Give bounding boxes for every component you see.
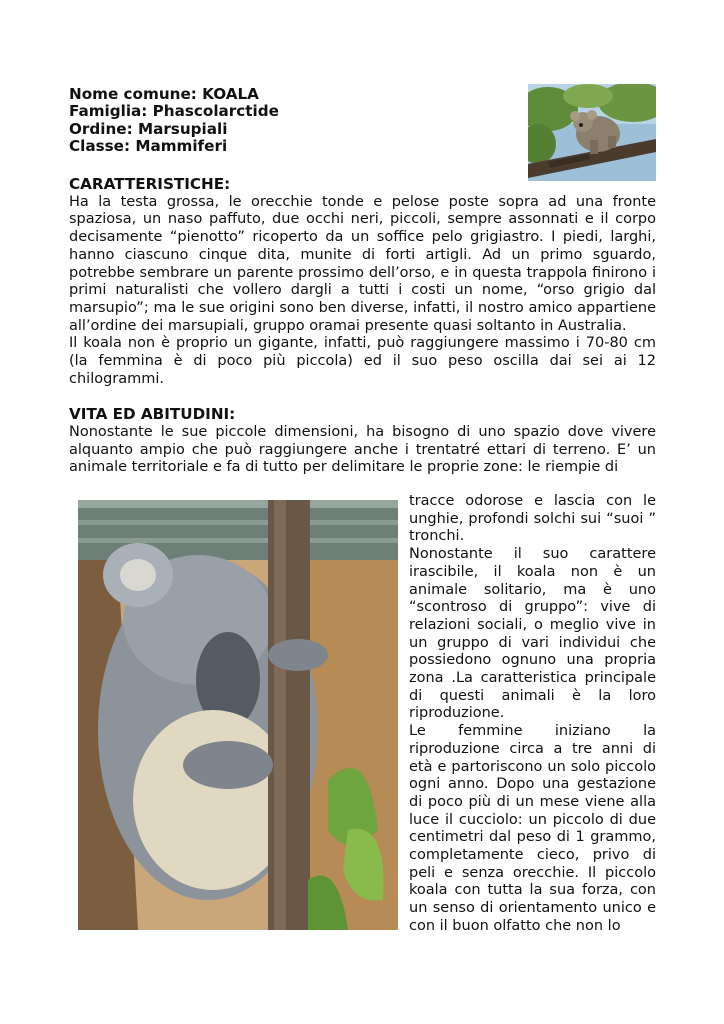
- life-heading: VITA ED ABITUDINI:: [69, 405, 236, 424]
- characteristics-paragraph-1: Ha la testa grossa, le orecchie tonde e pelose poste sopra ad una fronte spaziosa, un naso paffuto, due occhi neri, piccoli, sempre assonnati e il corpo decisamente “pienotto” ricoperto da un soffice pelo grigiastro. I piedi, larghi, hanno ciascuno cinque dita, munite di forti artigli. Ad un primo sguardo, potrebbe sembrare un parente prossimo dell’orso, e in questa trappola finirono i primi naturalisti che vollero dargli a tutti i costi un nome, “orso grigio dal marsupio”; ma le sue origini sono ben diverse, infatti, il nostro amico appartiene all’ordine dei marsupiali, gruppo oramai presente quasi soltanto in Australia.: [69, 193, 656, 334]
- family: Famiglia: Phascolarctide: [69, 102, 279, 121]
- characteristics-paragraph-2: Il koala non è proprio un gigante, infatti, può raggiungere massimo i 70-80 cm (la femmina è di poco più piccola) ed il suo peso oscilla dai sei ai 12 chilogrammi.: [69, 335, 656, 387]
- taxonomy-header: [69, 86, 509, 156]
- class: Classe: Mammiferi: [69, 137, 228, 156]
- order: Ordine: Marsupiali: [69, 119, 228, 138]
- life-paragraph-1-continued: tracce odorose e lascia con le unghie, profondi solchi sui “suoi ” tronchi.: [409, 493, 656, 545]
- life-paragraph-1: Nonostante le sue piccole dimensioni, ha bisogno di uno spazio dove vivere alquanto ampio che può raggiungere anche i trentatré ettari di terreno. E’ un animale territoriale e fa di tutto per delimitare le proprie zone: le riempie di: [69, 423, 656, 476]
- life-paragraph-2: Nonostante il suo carattere irascibile, il koala non è un animale solitario, ma è uno “scontroso di gruppo”: vive di relazioni sociali, o meglio vive in un gruppo di vari individui che possiedono ognuno una propria zona .La caratteristica principale di questi animali è la loro riproduzione.: [409, 546, 656, 722]
- life-paragraph-3: Le femmine iniziano la riproduzione circa a tre anni di età e partoriscono un solo piccolo ogni anno. Dopo una gestazione di poco più di un mese viene alla luce il cucciolo: un piccolo di due centimetri dal peso di 1 grammo, completamente cieco, privo di peli e senza orecchie. Il piccolo koala con tutta la sua forza, con un senso di orientamento unico e con il buon olfatto che non lo: [409, 723, 656, 934]
- characteristics-heading: CARATTERISTICHE:: [69, 175, 231, 193]
- common-name: Nome comune: KOALA: [69, 85, 259, 103]
- main-text: [69, 176, 656, 477]
- koala-on-tree-photo: [78, 500, 398, 930]
- koala-thumbnail-photo: [528, 84, 656, 181]
- right-column-text: [409, 493, 656, 936]
